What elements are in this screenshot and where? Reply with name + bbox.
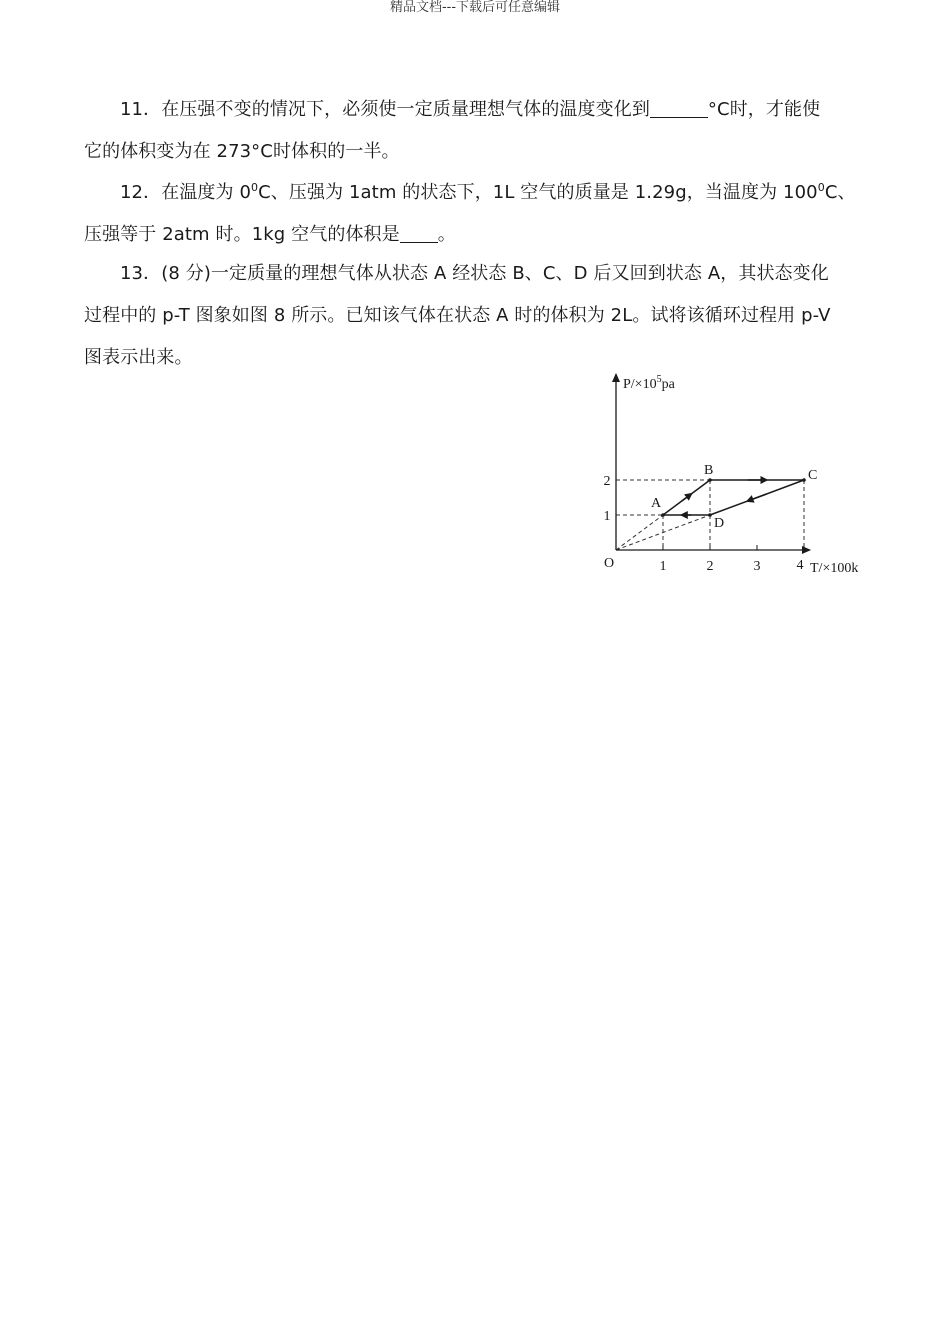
x-tick-label: 4: [796, 558, 804, 573]
guide-origin-A: [616, 515, 663, 550]
question-11-number: 11．: [120, 99, 162, 120]
question-13-line-2: 过程中的 p-T 图象如图 8 所示。已知该气体在状态 A 时的体积为 2L。试将该循环过程用 p-V: [84, 305, 831, 326]
question-11: [84, 89, 868, 173]
question-12-number: 12．: [120, 182, 162, 203]
point-A: [661, 513, 665, 517]
y-tick-label: 1: [603, 509, 611, 524]
x-tick-label: 3: [753, 559, 761, 574]
point-label-A: A: [651, 496, 662, 511]
answer-blank-12[interactable]: [400, 222, 438, 243]
question-12-line-2: 压强等于 2atm 时。1kg 空气的体积是 。: [84, 224, 456, 245]
arrow-CD: [748, 494, 767, 501]
x-tick-label: 2: [706, 559, 714, 574]
y-tick-label: 2: [603, 474, 611, 489]
question-13-line-3: 图表示出来。: [84, 347, 193, 368]
arrow-AB: [682, 494, 691, 501]
point-label-C: C: [808, 468, 818, 483]
question-11-line-2: 它的体积变为在 273°C时体积的一半。: [84, 141, 400, 162]
pt-diagram: [596, 370, 870, 580]
question-11-line-1: 11．在压强不变的情况下，必须使一定质量理想气体的温度变化到 °C时，才能使: [120, 99, 821, 120]
point-C: [802, 478, 806, 482]
point-label-D: D: [714, 516, 725, 531]
answer-blank-11[interactable]: [650, 97, 708, 118]
x-axis-label: T/×100k: [810, 561, 859, 576]
question-12-line-1: 12．在温度为 $0^0C$、压强为 1atm 的状态下，1L 空气的质量是 1.29g，当温度为 $100^0C$、: [120, 181, 856, 203]
point-D: [708, 513, 712, 517]
page-header: 精品文档---下载后可任意编辑: [389, 0, 561, 15]
question-13: [84, 253, 868, 379]
origin-label: O: [603, 556, 615, 571]
question-13-line-1: 13．(8 分)一定质量的理想气体从状态 A 经状态 B、C、D 后又回到状态 A，其状态变化: [120, 263, 829, 284]
x-tick-label: 1: [659, 559, 667, 574]
y-axis-label: $P/\times 10^5pa$: [623, 374, 675, 392]
point-label-B: B: [704, 463, 714, 478]
question-13-number: 13．: [120, 263, 162, 284]
point-B: [708, 478, 712, 482]
question-12: [84, 172, 868, 256]
